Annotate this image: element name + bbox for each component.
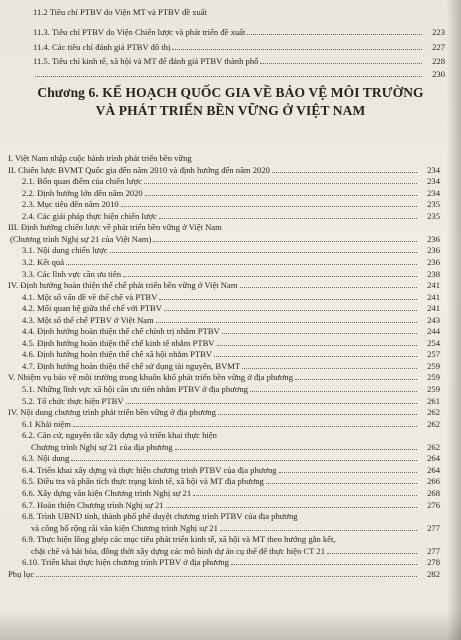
page-bottom-shadow <box>0 610 461 640</box>
toc-entry-leader-dots <box>121 206 417 207</box>
toc-entry-title: III. Định hướng chiến lược về phát triển bền vững ở Việt Nam <box>8 222 222 233</box>
toc-entry-line <box>0 487 461 499</box>
toc-entry-title: 6.8. Trình UBND tỉnh, thành phố phê duyệt chương trình PTBV của địa phương <box>22 511 298 522</box>
toc-entry-title: 2.1. Bốn quan điểm của chiến lược <box>22 176 142 187</box>
toc-entry-line <box>0 221 461 233</box>
toc-entry-line <box>0 522 461 534</box>
toc-entry-title: 6.10. Triển khai thực hiện chương trình PTBV ở địa phương <box>22 557 229 568</box>
chapter-title-line-1: Chương 6. KẾ HOẠCH QUỐC GIA VỀ BẢO VỆ MÔI TRƯỜNG <box>37 85 424 100</box>
toc-entry-line <box>0 210 461 222</box>
toc-entry-title: 4.6. Định hướng hoàn thiện thể chế xã hội nhằm PTBV <box>22 349 213 360</box>
toc-entry-leader-dots <box>295 379 417 380</box>
toc-entry-leader-dots <box>73 426 417 427</box>
toc-entry-line <box>0 556 461 568</box>
toc-entry-page-number: 254 <box>427 337 440 348</box>
toc-entry-leader-dots <box>175 449 417 450</box>
toc-entry-line <box>0 429 461 441</box>
toc-entry-page-number: 234 <box>427 187 440 198</box>
toc-entry-line <box>0 464 461 476</box>
toc-entry-leader-dots <box>214 356 417 357</box>
toc-entry-page-number: 282 <box>427 568 440 579</box>
toc-entry-line <box>0 383 461 395</box>
toc-entry-line <box>0 198 461 210</box>
toc-entry-line <box>0 187 461 199</box>
toc-entry-page-number: 264 <box>427 464 440 475</box>
toc-entry-title: 4.4. Định hướng hoàn thiện thể chế chính trị nhằm PTBV <box>22 326 220 337</box>
toc-entry-page-number: 276 <box>427 499 440 510</box>
toc-entry-title: 3.1. Nội dung chiến lược <box>22 245 108 256</box>
toc-entry-leader-dots <box>327 553 417 554</box>
toc-entry-leader-dots <box>159 218 417 219</box>
toc-entry-line <box>0 348 461 360</box>
toc-entry-line <box>0 164 461 176</box>
toc-entry-leader-dots <box>66 264 417 265</box>
toc-entry-line <box>0 406 461 418</box>
toc-entry-title: (Chương trình Nghị sự 21 của Việt Nam) <box>10 233 152 244</box>
toc-entry-leader-dots <box>159 299 417 300</box>
toc-entry-leader-dots <box>153 241 417 242</box>
toc-entry-title: 4.2. Mối quan hệ giữa thể chế với PTBV <box>22 303 162 314</box>
toc-entry-leader-dots <box>156 322 417 323</box>
toc-entry-page-number: 235 <box>427 199 440 210</box>
prev-toc-entry-line <box>0 26 461 38</box>
toc-entry-title: 2.4. Các giải pháp thực hiện chiến lược <box>22 210 157 221</box>
toc-entry-title: V. Nhiệm vụ bảo vệ môi trường trong khuôn khổ phát triển bền vững ở địa phương <box>8 372 293 383</box>
prev-toc-entry-title: 11.2 Tiêu chí PTBV do Viện MT và PTBV đề xuất <box>33 7 207 17</box>
toc-entry-page-number: 234 <box>427 164 440 175</box>
toc-entry-title: 4.7. Định hướng hoàn thiện thể chế sử dụng tài nguyên, BVMT <box>22 360 241 371</box>
toc-entry-title: 6.1 Khái niệm <box>22 418 71 429</box>
toc-entry-page-number: 277 <box>427 522 440 533</box>
toc-entry-page-number: 266 <box>427 476 440 487</box>
toc-entry-line <box>0 360 461 372</box>
prev-toc-entry-line <box>0 41 461 53</box>
toc-entry-line <box>0 337 461 349</box>
prev-toc-entry-line <box>0 55 461 67</box>
toc-entry-line <box>0 499 461 511</box>
toc-entry-line <box>0 371 461 383</box>
prev-toc-entry-title: 11.5. Tiêu chí kinh tế, xã hội và MT để đánh giá PTBV thành phố <box>33 56 259 66</box>
toc-entry-leader-dots <box>71 460 417 461</box>
toc-entry-title: 6.6. Xây dựng văn kiện Chương trình Nghị sự 21 <box>22 487 192 498</box>
toc-entry-leader-dots <box>231 564 417 565</box>
toc-entry-title: 2.3. Mục tiêu đến năm 2010 <box>22 199 119 210</box>
toc-entry-line <box>0 475 461 487</box>
toc-entry-leader-dots <box>218 414 417 415</box>
toc-entry-title: Phụ lục <box>8 568 35 579</box>
toc-entry-line <box>0 325 461 337</box>
toc-entry-page-number: 278 <box>427 557 440 568</box>
toc-entry-leader-dots <box>242 368 417 369</box>
toc-entry-page-number: 243 <box>427 314 440 325</box>
toc-entry-leader-dots <box>123 276 417 277</box>
toc-entry-title: 4.1. Một số vấn đề về thể chế và PTBV <box>22 291 158 302</box>
toc-entry-page-number: 257 <box>427 349 440 360</box>
toc-entry-page-number: 262 <box>427 441 440 452</box>
prev-toc-entry-page-number: 230 <box>432 69 445 79</box>
prev-toc-entry-leader-dots <box>35 76 422 77</box>
toc-entry-title: 6.7. Hoàn thiện Chương trình Nghị sự 21 <box>22 499 164 510</box>
toc-entry-page-number: 241 <box>427 280 440 291</box>
toc-entry-leader-dots <box>36 576 417 577</box>
toc-entry-title: 4.3. Một số thể chế PTBV ở Việt Nam <box>22 314 154 325</box>
toc-entry-page-number: 262 <box>427 418 440 429</box>
toc-entry-page-number: 241 <box>427 291 440 302</box>
toc-entry-page-number: 236 <box>427 233 440 244</box>
prev-toc-entry-title: 11.4. Các tiêu chí đánh giá PTBV đô thị <box>33 42 171 52</box>
toc-entry-leader-dots <box>166 507 417 508</box>
toc-entry-leader-dots <box>222 333 417 334</box>
toc-entry-page-number: 259 <box>427 384 440 394</box>
toc-entry-line <box>0 441 461 453</box>
toc-entry-line <box>0 302 461 314</box>
toc-entry-title: 5.1. Những lĩnh vực xã hội cần ưu tiên nhằm PTBV ở địa phương <box>22 384 248 394</box>
chapter-title-line-2: VÀ PHÁT TRIỂN BỀN VỮNG Ở VIỆT NAM <box>95 103 366 118</box>
toc-entry-leader-dots <box>164 310 417 311</box>
toc-entry-title: 3.2. Kết quả <box>22 256 65 267</box>
toc-entry-line <box>0 244 461 256</box>
toc-entry-leader-dots <box>126 403 417 404</box>
toc-entry-title: 5.2. Tổ chức thực hiện PTBV <box>22 395 124 406</box>
toc-entry-leader-dots <box>220 530 417 531</box>
toc-entry-page-number: 236 <box>427 256 440 267</box>
toc-entry-leader-dots <box>217 345 417 346</box>
toc-entry-line <box>0 291 461 303</box>
toc-entry-page-number: 234 <box>427 176 440 187</box>
toc-entry-page-number: 264 <box>427 453 440 464</box>
toc-entry-title: 3.3. Các lĩnh vực cần ưu tiên <box>22 268 122 279</box>
toc-entry-title: chặt chẽ và hài hòa, đồng thời xây dựng các mô hình dự án cụ thể để thực hiện CT 21 <box>31 545 325 556</box>
toc-entry-page-number: 259 <box>427 360 440 371</box>
toc-entry-title: I. Việt Nam nhập cuộc hành trình phát triển bền vững <box>8 153 192 163</box>
prev-toc-entry-page-number: 227 <box>432 42 445 52</box>
toc-entry-page-number: 236 <box>427 245 440 256</box>
toc-entry-line <box>0 256 461 268</box>
prev-toc-entry-page-number: 223 <box>432 27 445 37</box>
toc-entry-title: 6.9. Thực hiện lồng ghép các mục tiêu phát triển kinh tế, xã hội và MT theo hướng gắn kết, <box>22 534 336 545</box>
toc-entry-line <box>0 314 461 326</box>
toc-entry-leader-dots <box>144 183 417 184</box>
toc-entry-title: 6.2. Căn cứ, nguyên tắc xây dựng và triển khai thực hiện <box>22 430 217 441</box>
toc-entry-line <box>0 233 461 245</box>
toc-entry-page-number: 241 <box>427 303 440 314</box>
toc-entry-page-number: 259 <box>427 372 440 383</box>
toc-entry-title: Chương trình Nghị sự 21 của địa phương <box>31 441 173 452</box>
toc-entry-title: 6.5. Điều tra và phân tích thực trạng kinh tế, xã hội và MT địa phương <box>22 476 264 487</box>
toc-entry-line <box>0 510 461 522</box>
prev-toc-entry-title: 11.3. Tiêu chí PTBV do Viện Chiến lược và phát triển đề xuất <box>33 27 246 37</box>
toc-entry-line <box>0 545 461 557</box>
toc-entry-page-number: 235 <box>427 210 440 221</box>
prev-toc-entry-line <box>0 68 461 80</box>
toc-entry-leader-dots <box>266 483 417 484</box>
toc-entry-line <box>0 152 461 164</box>
toc-entry-line <box>0 452 461 464</box>
toc-entry-line <box>0 418 461 430</box>
toc-entry-page-number: 238 <box>427 268 440 279</box>
toc-entry-leader-dots <box>145 195 417 196</box>
toc-entry-leader-dots <box>110 252 417 253</box>
toc-entry-leader-dots <box>193 495 417 496</box>
toc-entry-title: 6.4. Triển khai xây dựng và thực hiện chương trình PTBV của địa phương <box>22 464 277 475</box>
prev-toc-entry-leader-dots <box>260 63 422 64</box>
toc-entry-page-number: 244 <box>427 326 440 337</box>
prev-toc-entry-leader-dots <box>172 49 422 50</box>
toc-entry-title: IV. Nội dung chương trình phát triển bền vững ở địa phương <box>8 407 216 418</box>
toc-entry-line <box>0 279 461 291</box>
toc-entry-page-number: 262 <box>427 407 440 418</box>
prev-toc-entry-line <box>0 6 461 18</box>
toc-entry-leader-dots <box>250 391 417 392</box>
prev-toc-entry-leader-dots <box>247 34 422 35</box>
toc-entry-page-number: 261 <box>427 395 440 406</box>
toc-entry-title: IV. Định hướng hoàn thiện thể chế phát triển bền vững ở Việt Nam <box>8 280 238 291</box>
toc-entry-title: 6.3. Nội dung <box>22 453 70 464</box>
toc-entry-line <box>0 175 461 187</box>
toc-entry-leader-dots <box>279 472 417 473</box>
prev-toc-entry-page-number: 228 <box>432 56 445 66</box>
toc-entry-title: 2.2. Định hướng lớn đến năm 2020 <box>22 187 143 198</box>
toc-entry-leader-dots <box>272 172 417 173</box>
toc-entry-line <box>0 568 461 580</box>
toc-entry-title: II. Chiến lược BVMT Quốc gia đến năm 2010 và định hướng đến năm 2020 <box>8 164 270 175</box>
toc-entry-page-number: 277 <box>427 545 440 556</box>
toc-entry-line <box>0 268 461 280</box>
toc-entry-title: 4.5. Định hướng hoàn thiện thể chế kinh tế nhằm PTBV <box>22 337 215 348</box>
toc-entry-title: và công bố rộng rãi văn kiện Chương trình Nghị sự 21 <box>31 522 218 533</box>
toc-entry-leader-dots <box>240 287 417 288</box>
page-edge-shadow <box>447 0 461 640</box>
toc-entry-line <box>0 533 461 545</box>
toc-entry-page-number: 268 <box>427 487 440 498</box>
toc-entry-line <box>0 395 461 407</box>
